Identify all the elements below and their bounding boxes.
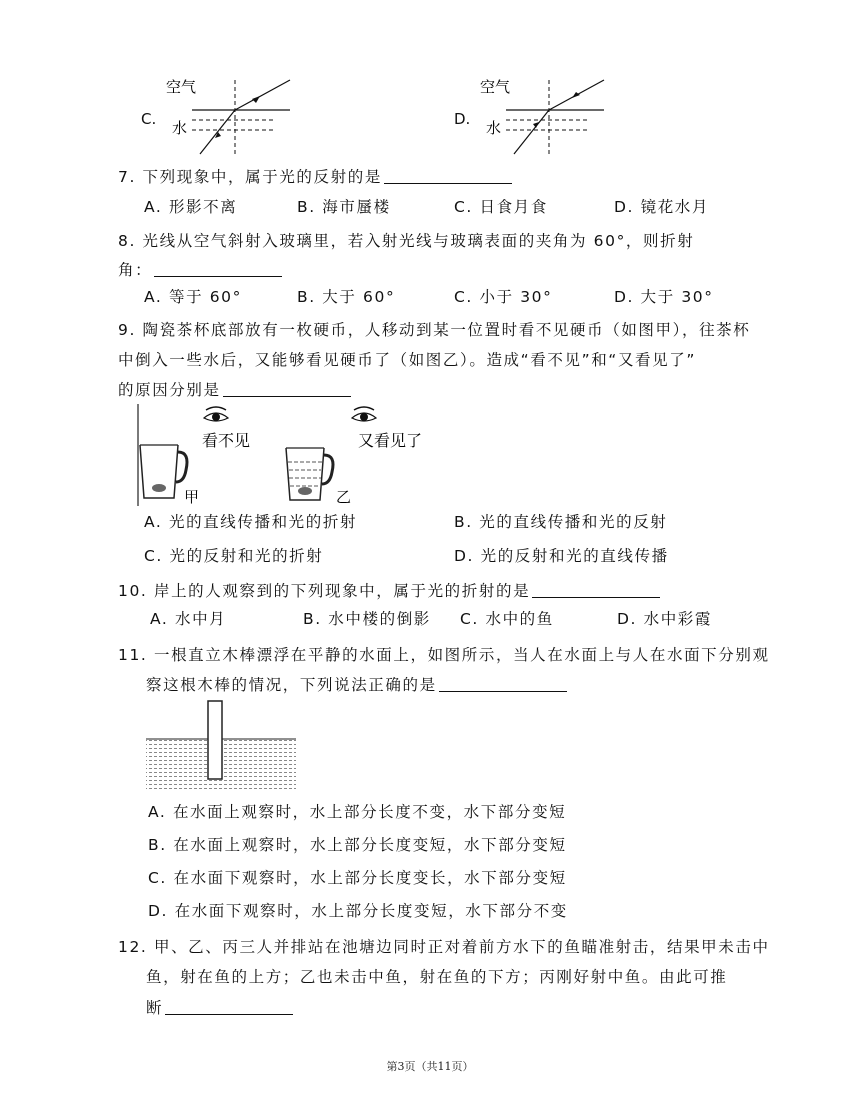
- q9-option-a[interactable]: A. 光的直线传播和光的折射: [144, 513, 358, 531]
- question-11-stem-line2: 察这根木棒的情况，下列说法正确的是: [146, 675, 567, 695]
- answer-blank[interactable]: [154, 260, 282, 277]
- q10-option-a[interactable]: A. 水中月: [150, 610, 227, 628]
- q10-option-d[interactable]: D. 水中彩霞: [617, 610, 712, 628]
- q10-option-c[interactable]: C. 水中的鱼: [460, 610, 554, 628]
- floating-stick-diagram: [144, 695, 300, 795]
- page-footer: 第3页（共11页）: [386, 1060, 474, 1073]
- cup-label-jia: 甲: [184, 488, 200, 506]
- q8-option-b[interactable]: B. 大于 60°: [297, 288, 396, 306]
- teacup-coin-diagram: [136, 400, 436, 508]
- question-8-stem-line2: 角：: [118, 260, 282, 280]
- eye-icon: [204, 407, 228, 421]
- teacup-icon: [140, 445, 187, 498]
- wooden-stick: [208, 701, 222, 779]
- q11-option-a[interactable]: A. 在水面上观察时，水上部分长度不变，水下部分变短: [148, 803, 567, 821]
- water-label: 水: [172, 119, 188, 137]
- q8-option-a[interactable]: A. 等于 60°: [144, 288, 242, 306]
- question-9-stem-line3: 的原因分别是: [118, 380, 351, 400]
- q9-option-d[interactable]: D. 光的反射和光的直线传播: [454, 547, 669, 565]
- question-12-stem-line3: 断: [146, 998, 293, 1018]
- question-10-stem: 10. 岸上的人观察到的下列现象中，属于光的折射的是: [118, 581, 660, 601]
- eye-icon: [352, 407, 376, 421]
- question-8-stem-line1: 8. 光线从空气斜射入玻璃里，若入射光线与玻璃表面的夹角为 60°，则折射: [118, 232, 695, 250]
- q7-option-d[interactable]: D. 镜花水月: [614, 198, 709, 216]
- answer-blank[interactable]: [532, 581, 660, 598]
- answer-blank[interactable]: [384, 167, 512, 184]
- q11-option-b[interactable]: B. 在水面上观察时，水上部分长度变短，水下部分变短: [148, 836, 567, 854]
- q10-option-b[interactable]: B. 水中楼的倒影: [303, 610, 431, 628]
- figure-c-letter: C.: [141, 110, 157, 128]
- q9-option-b[interactable]: B. 光的直线传播和光的反射: [454, 513, 668, 531]
- q7-option-b[interactable]: B. 海市蜃楼: [297, 198, 391, 216]
- water-label: 水: [486, 119, 502, 137]
- question-12-stem-line2: 鱼，射在鱼的上方；乙也未击中鱼，射在鱼的下方；丙刚好射中鱼。由此可推: [146, 968, 728, 986]
- fig-label-see-again: 又看见了: [358, 431, 423, 450]
- question-9-stem-line1: 9. 陶瓷茶杯底部放有一枚硬币，人移动到某一位置时看不见硬币（如图甲），往茶杯: [118, 321, 751, 339]
- q7-option-a[interactable]: A. 形影不离: [144, 198, 238, 216]
- fig-label-cannot-see: 看不见: [202, 431, 251, 450]
- refraction-diagram-d: [474, 72, 624, 162]
- answer-blank[interactable]: [165, 998, 293, 1015]
- air-label: 空气: [166, 78, 197, 96]
- air-label: 空气: [480, 78, 511, 96]
- answer-blank[interactable]: [223, 380, 351, 397]
- question-11-stem-line1: 11. 一根直立木棒漂浮在平静的水面上，如图所示，当人在水面上与人在水面下分别观: [118, 646, 770, 664]
- answer-blank[interactable]: [439, 675, 567, 692]
- refraction-diagram-c: [160, 72, 310, 162]
- figure-d-letter: D.: [454, 110, 471, 128]
- teacup-with-water-icon: [286, 448, 333, 500]
- q11-option-c[interactable]: C. 在水面下观察时，水上部分长度变长，水下部分变短: [148, 869, 567, 887]
- question-9-stem-line2: 中倒入一些水后，又能够看见硬币了（如图乙）。造成“看不见”和“又看见了”: [118, 351, 696, 369]
- question-12-stem-line1: 12. 甲、乙、丙三人并排站在池塘边同时正对着前方水下的鱼瞄准射击，结果甲未击中: [118, 938, 770, 956]
- q9-option-c[interactable]: C. 光的反射和光的折射: [144, 547, 324, 565]
- question-7-stem: 7. 下列现象中，属于光的反射的是: [118, 167, 512, 187]
- q11-option-d[interactable]: D. 在水面下观察时，水上部分长度变短，水下部分不变: [148, 902, 568, 920]
- cup-label-yi: 乙: [336, 488, 352, 506]
- q7-option-c[interactable]: C. 日食月食: [454, 198, 548, 216]
- q8-option-c[interactable]: C. 小于 30°: [454, 288, 553, 306]
- q8-option-d[interactable]: D. 大于 30°: [614, 288, 714, 306]
